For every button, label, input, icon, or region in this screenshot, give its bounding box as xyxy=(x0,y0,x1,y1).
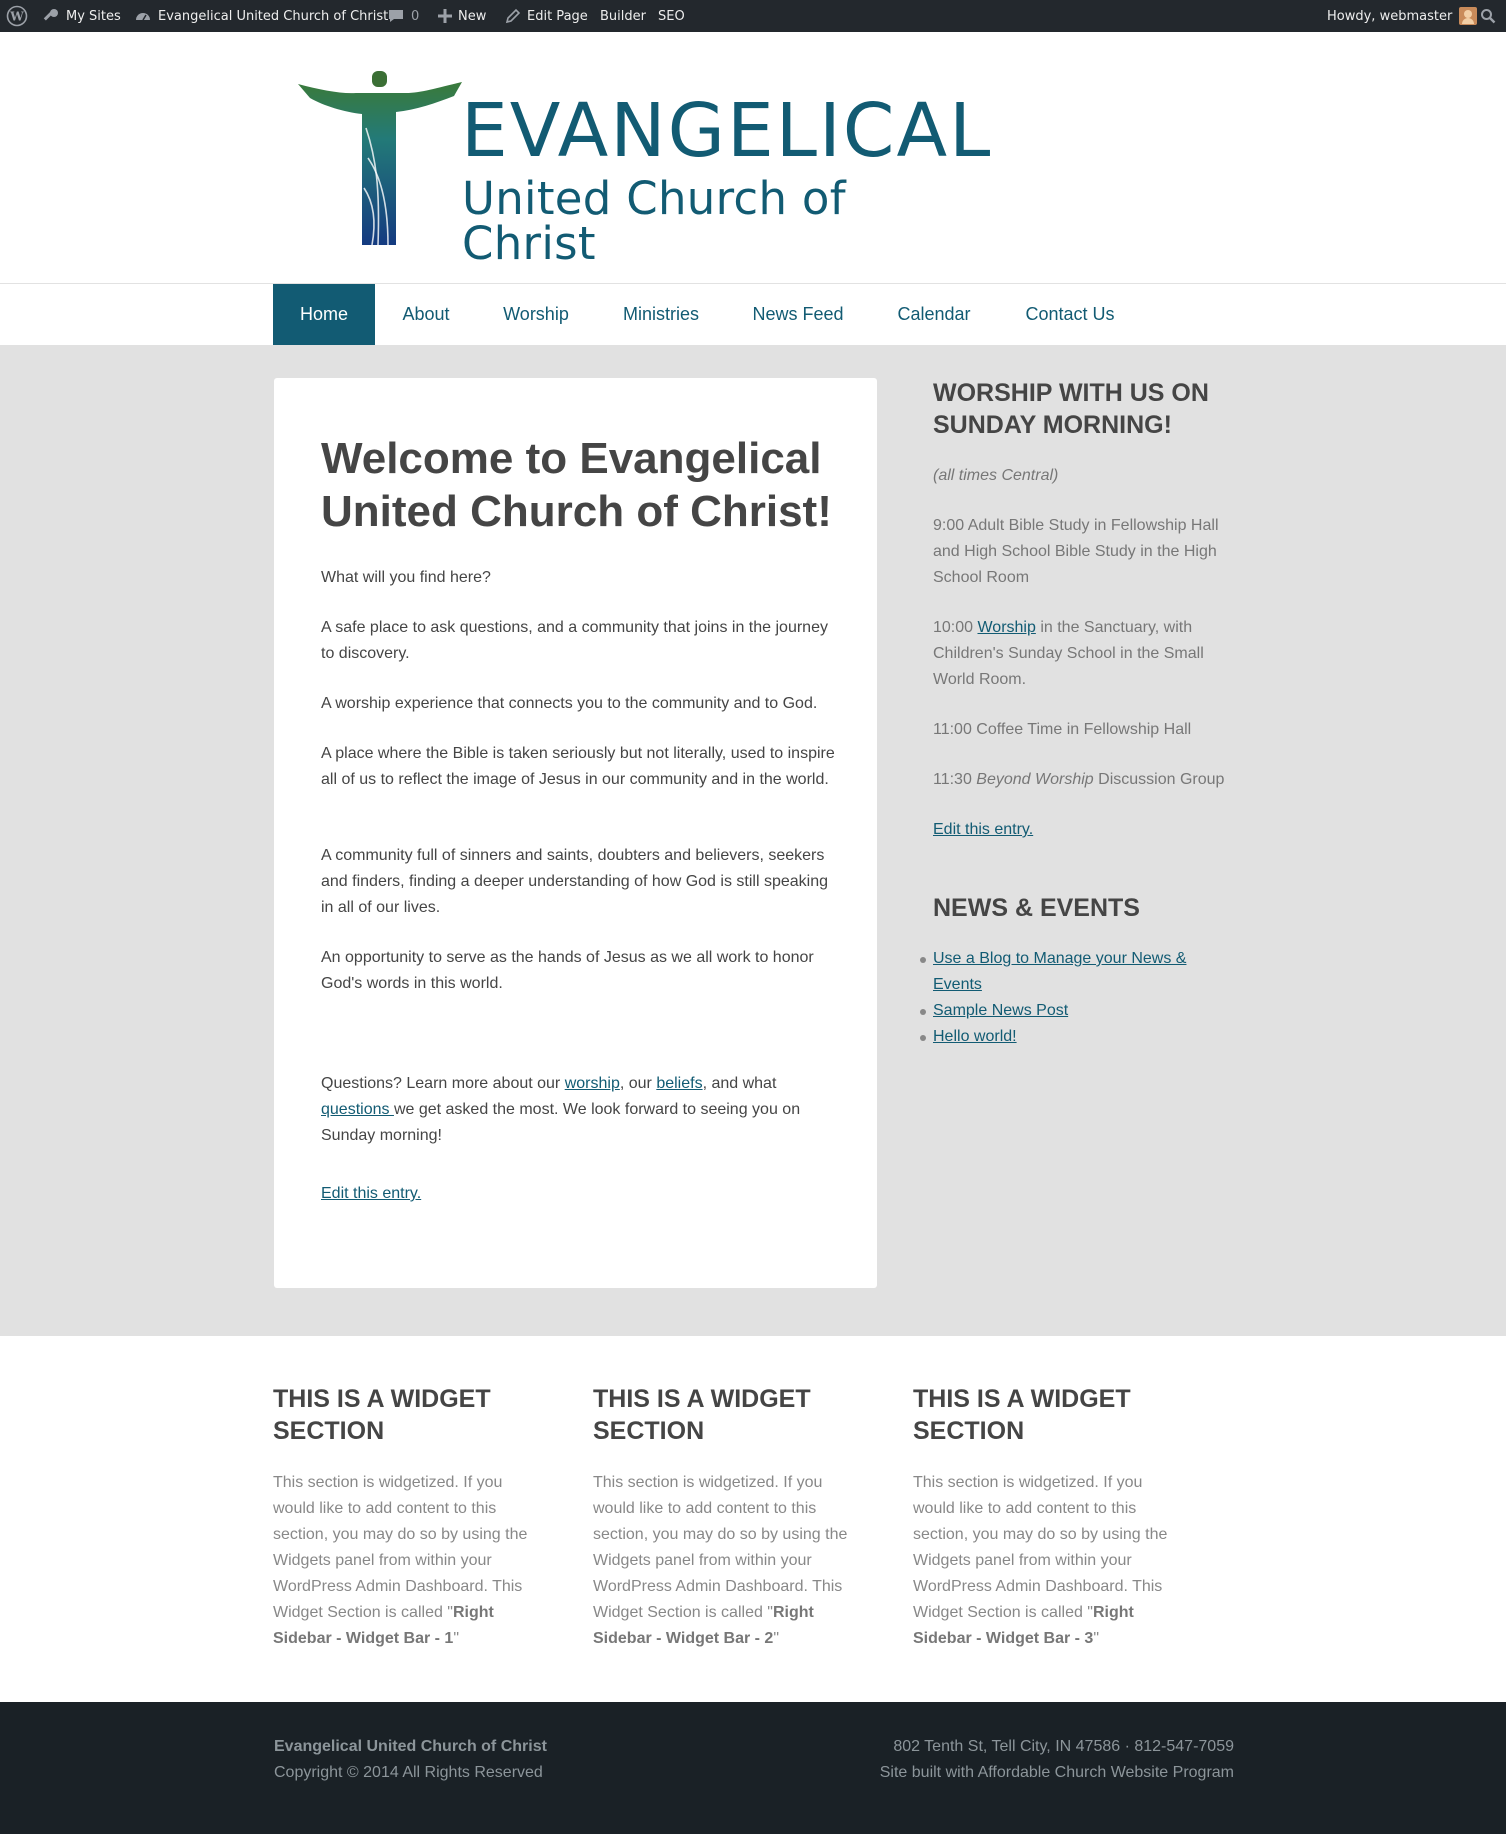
site-header xyxy=(0,32,1506,283)
widget-heading: THIS IS A WIDGET SECTION xyxy=(913,1385,1131,1445)
widget-name: Right Sidebar - Widget Bar - 2 xyxy=(593,1604,814,1647)
nav-item-home[interactable]: Home xyxy=(273,284,375,345)
widget-text xyxy=(913,1470,1183,1652)
logo-tagline: United Church of Christ xyxy=(462,172,846,270)
questions-paragraph xyxy=(321,1071,841,1149)
news-events-heading: NEWS & EVENTS xyxy=(933,894,1140,922)
widget-quote: " xyxy=(453,1630,460,1647)
widget-quote: " xyxy=(1093,1630,1100,1647)
plus-icon xyxy=(438,9,452,23)
widget-body: This section is widgetized. If you would like to add content to this section, you may do so by using the Widgets panel from within your WordPress Admin Dashboard. This Widget Section is called " xyxy=(913,1474,1168,1621)
edit-entry-link[interactable]: Edit this entry. xyxy=(321,1185,422,1202)
content-paragraph: A safe place to ask questions, and a community that joins in the journey to discovery. xyxy=(321,619,828,662)
schedule-emphasis: Beyond Worship xyxy=(976,771,1094,788)
widget-name: Right Sidebar - Widget Bar - 3 xyxy=(913,1604,1134,1647)
admin-bar xyxy=(0,0,1506,32)
search-icon[interactable] xyxy=(1480,0,1496,32)
questions-sep: , and what xyxy=(702,1075,777,1092)
site-name-menu[interactable] xyxy=(134,0,388,32)
dashboard-icon xyxy=(134,7,152,25)
widget-heading: THIS IS A WIDGET SECTION xyxy=(273,1385,491,1445)
nav-item-worship[interactable]: Worship xyxy=(503,304,569,324)
questions-sep: , our xyxy=(619,1075,657,1092)
new-label: New xyxy=(458,8,487,24)
content-paragraph: A worship experience that connects you to the community and to God. xyxy=(321,695,818,712)
pencil-icon xyxy=(505,8,521,24)
nav-item-about[interactable]: About xyxy=(402,304,450,324)
builder-label: Builder xyxy=(600,8,646,24)
logo-wordmark: EVANGELICAL xyxy=(461,88,993,174)
nav-item-calendar[interactable]: Calendar xyxy=(897,304,971,324)
key-icon xyxy=(42,7,60,25)
list-item xyxy=(933,998,1233,1024)
comments-menu[interactable] xyxy=(388,0,419,32)
widget-body: This section is widgetized. If you would like to add content to this section, you may do so by using the Widgets panel from within your WordPress Admin Dashboard. This Widget Section is called " xyxy=(593,1474,848,1621)
edit-entry-paragraph xyxy=(321,1181,841,1207)
my-sites-label: My Sites xyxy=(66,8,121,24)
howdy-label: Howdy, webmaster xyxy=(1327,8,1453,24)
site-footer xyxy=(0,1702,1506,1834)
footer-site-name: Evangelical United Church of Christ xyxy=(274,1738,547,1755)
content-paragraph: A place where the Bible is taken seriously but not literally, used to inspire all of us to reflect the image of Jesus in our community and in the world. xyxy=(321,745,835,788)
seo-label: SEO xyxy=(658,8,685,24)
beliefs-link[interactable]: beliefs xyxy=(656,1075,703,1092)
site-name-label: Evangelical United Church of Christ xyxy=(158,8,389,24)
wordpress-logo-icon[interactable] xyxy=(6,0,28,32)
schedule-text: in the Sanctuary, with Children's Sunday School in the Small World Room. xyxy=(933,619,1204,688)
schedule-item xyxy=(933,615,1233,693)
list-item xyxy=(933,946,1233,998)
news-link[interactable]: Hello world! xyxy=(933,1028,1017,1045)
worship-times-heading: WORSHIP WITH US ON SUNDAY MORNING! xyxy=(933,379,1209,439)
avatar xyxy=(1459,7,1477,25)
christ-figure-logo-icon xyxy=(296,68,466,253)
account-menu[interactable] xyxy=(1327,0,1477,32)
news-link[interactable]: Use a Blog to Manage your News & Events xyxy=(933,950,1187,993)
widget-name: Right Sidebar - Widget Bar - 1 xyxy=(273,1604,494,1647)
schedule-item xyxy=(933,767,1233,793)
seo-link[interactable] xyxy=(658,0,685,32)
nav-item-ministries[interactable]: Ministries xyxy=(622,304,699,324)
edit-page-link[interactable] xyxy=(505,0,588,32)
worship-link[interactable]: worship xyxy=(564,1075,620,1092)
footer-right xyxy=(880,1734,1234,1786)
widget-text xyxy=(593,1470,863,1652)
footer-copyright: Copyright © 2014 All Rights Reserved xyxy=(274,1764,543,1781)
list-item xyxy=(933,1024,1233,1050)
footer-left xyxy=(274,1734,547,1786)
schedule-time: 10:00 xyxy=(933,619,978,636)
footer-credit[interactable]: Site built with Affordable Church Website Program xyxy=(879,1764,1234,1781)
comments-count: 0 xyxy=(411,8,420,24)
site-logo[interactable] xyxy=(296,68,993,270)
news-list xyxy=(933,946,1233,1050)
content-paragraph: A community full of sinners and saints, doubters and believers, seekers and finders, finding a deeper understanding of how God is still speaking in all of our lives. xyxy=(321,847,828,916)
schedule-item: 9:00 Adult Bible Study in Fellowship Hall and High School Bible Study in the High School Room xyxy=(933,517,1219,586)
questions-prefix: Questions? Learn more about our xyxy=(321,1075,565,1092)
sidebar-edit-paragraph xyxy=(933,817,1233,843)
nav-item-contact-us[interactable]: Contact Us xyxy=(1025,304,1115,324)
sidebar-edit-entry-link[interactable]: Edit this entry. xyxy=(933,821,1034,838)
questions-link[interactable]: questions xyxy=(321,1101,394,1118)
intro-paragraph: What will you find here? xyxy=(321,569,491,586)
questions-suffix: we get asked the most. We look forward to seeing you on Sunday morning! xyxy=(321,1101,801,1144)
widget-body: This section is widgetized. If you would like to add content to this section, you may do so by using the Widgets panel from within your WordPress Admin Dashboard. This Widget Section is called " xyxy=(273,1474,528,1621)
my-sites-menu[interactable] xyxy=(42,0,121,32)
edit-page-label: Edit Page xyxy=(527,8,588,24)
content-paragraph: An opportunity to serve as the hands of Jesus as we all work to honor God's words in this world. xyxy=(321,949,814,992)
nav-item-news-feed[interactable]: News Feed xyxy=(752,304,844,324)
widget-text xyxy=(273,1470,543,1652)
primary-nav xyxy=(0,283,1506,345)
news-link[interactable]: Sample News Post xyxy=(933,1002,1069,1019)
widget-quote: " xyxy=(773,1630,780,1647)
worship-sidebar-link[interactable]: Worship xyxy=(977,619,1036,636)
svg-text:W: W xyxy=(10,9,24,24)
schedule-item: 11:00 Coffee Time in Fellowship Hall xyxy=(933,721,1192,738)
footer-address: 802 Tenth St, Tell City, IN 47586 · 812-547-7059 xyxy=(893,1738,1234,1755)
builder-link[interactable] xyxy=(600,0,646,32)
widget-heading: THIS IS A WIDGET SECTION xyxy=(593,1385,811,1445)
schedule-time: 11:30 xyxy=(933,771,977,788)
page-title: Welcome to Evangelical United Church of Christ! xyxy=(321,434,832,536)
schedule-text: Discussion Group xyxy=(1093,771,1225,788)
new-content-menu[interactable] xyxy=(438,0,486,32)
times-note: (all times Central) xyxy=(933,467,1059,484)
comment-bubble-icon xyxy=(388,8,404,24)
